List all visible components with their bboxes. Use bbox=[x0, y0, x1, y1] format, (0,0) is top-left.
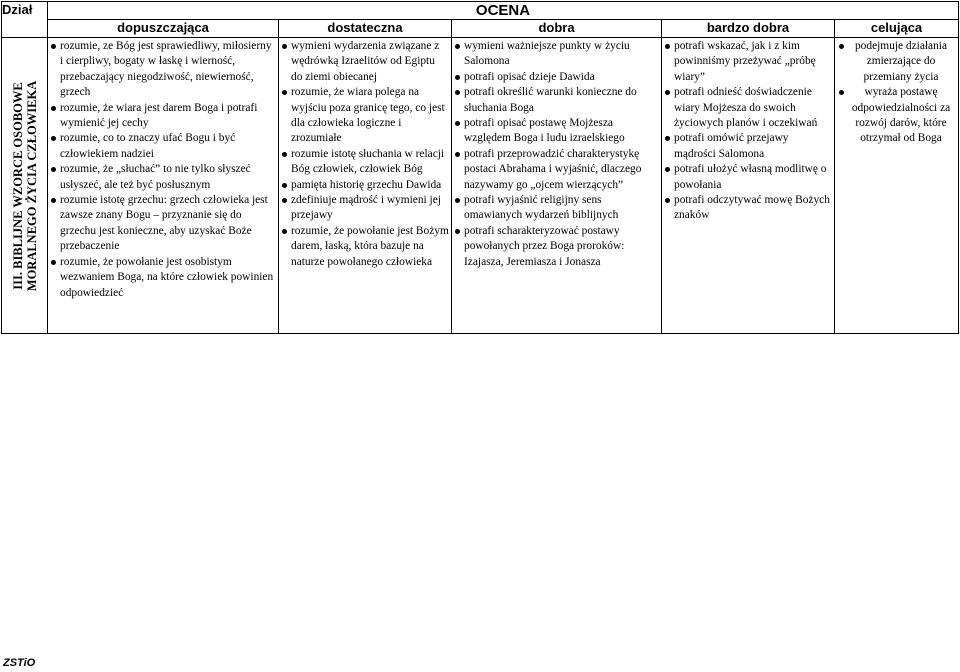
requirement-item: potrafi opisać dzieje Dawida bbox=[454, 70, 659, 85]
level-header-bardzo-dobra: bardzo dobra bbox=[662, 20, 835, 38]
requirement-item: potrafi omówić przejawy mądrości Salomona bbox=[664, 131, 832, 162]
requirement-item: rozumie istotę grzechu: grzech człowieka jest zawsze znany Bogu – przyznanie się do grzechu jest konieczne, aby uzyskać Boże przebaczenie bbox=[50, 193, 276, 255]
requirements-celujaca bbox=[835, 38, 959, 334]
level-header-dopuszczajaca: dopuszczająca bbox=[48, 20, 279, 38]
requirement-item: rozumie, ze Bóg jest sprawiedliwy, miłosierny i cierpliwy, bogaty w łaskę i wierność, przebaczający niegodziwość, niewierność, grzech bbox=[50, 39, 276, 101]
requirements-dobra bbox=[452, 38, 662, 334]
section-header: Dział bbox=[2, 2, 48, 38]
requirement-item: rozumie, że „słuchać” to nie tylko słyszeć usłyszeć, ale też być posłusznym bbox=[50, 162, 276, 193]
requirement-item: podejmuje działania zmierzające do przemiany życia bbox=[837, 39, 956, 85]
requirement-item: potrafi scharakteryzować postawy powołanych przez Boga proroków: Izajasza, Jeremiasza i Jonasza bbox=[454, 224, 659, 270]
requirement-item: rozumie, że wiara jest darem Boga i potrafi wymienić jej cechy bbox=[50, 101, 276, 132]
requirement-item: rozumie, że wiara polega na wyjściu poza granicę tego, co jest dla człowieka logiczne i zrozumiałe bbox=[281, 85, 449, 147]
curriculum-table bbox=[1, 1, 959, 334]
requirement-item: potrafi ułożyć własną modlitwę o powołania bbox=[664, 162, 832, 193]
section-title: III. BIBLIJNE WZORCE OSOBOWE MORALNEGO ŻYCIA CZŁOWIEKA bbox=[10, 80, 39, 291]
requirement-item: wymieni wydarzenia związane z wędrówką Izraelitów od Egiptu do ziemi obiecanej bbox=[281, 39, 449, 85]
requirements-dopuszczajaca bbox=[48, 38, 279, 334]
requirement-item: potrafi określić warunki konieczne do słuchania Boga bbox=[454, 85, 659, 116]
requirement-item: potrafi przeprowadzić charakterystykę postaci Abrahama i wyjaśnić, dlaczego nazywamy go „ojcem wierzących” bbox=[454, 147, 659, 193]
level-header-celujaca: celująca bbox=[835, 20, 959, 38]
requirement-item: rozumie, że powołanie jest Bożym darem, łaską, która bazuje na naturze powołanego człowieka bbox=[281, 224, 449, 270]
requirement-item: rozumie istotę słuchania w relacji Bóg człowiek, człowiek Bóg bbox=[281, 147, 449, 178]
requirement-item: pamięta historię grzechu Dawida bbox=[281, 178, 449, 193]
grade-header: OCENA bbox=[48, 2, 959, 20]
section-title-cell bbox=[2, 38, 48, 334]
requirement-item: potrafi wskazać, jak i z kim powinniśmy przeżywać „próbę wiary” bbox=[664, 39, 832, 85]
requirement-item: potrafi odczytywać mowę Bożych znaków bbox=[664, 193, 832, 224]
requirements-dostateczna bbox=[279, 38, 452, 334]
requirement-item: potrafi opisać postawę Mojżesza względem Boga i ludu izraelskiego bbox=[454, 116, 659, 147]
requirements-bardzo-dobra bbox=[662, 38, 835, 334]
requirement-item: potrafi wyjaśnić religijny sens omawianych wydarzeń biblijnych bbox=[454, 193, 659, 224]
requirement-item: zdefiniuje mądrość i wymieni jej przejawy bbox=[281, 193, 449, 224]
requirement-item: rozumie, że powołanie jest osobistym wezwaniem Boga, na które człowiek powinien odpowiedzieć bbox=[50, 255, 276, 301]
footer-label: ZSTiO bbox=[3, 657, 36, 669]
requirement-item: rozumie, co to znaczy ufać Bogu i być człowiekiem nadziei bbox=[50, 131, 276, 162]
level-header-dobra: dobra bbox=[452, 20, 662, 38]
level-header-dostateczna: dostateczna bbox=[279, 20, 452, 38]
requirement-item: wymieni ważniejsze punkty w życiu Salomona bbox=[454, 39, 659, 70]
requirement-item: potrafi odnieść doświadczenie wiary Mojżesza do swoich życiowych planów i oczekiwań bbox=[664, 85, 832, 131]
requirement-item: wyraża postawę odpowiedzialności za rozwój darów, które otrzymał od Boga bbox=[837, 85, 956, 147]
